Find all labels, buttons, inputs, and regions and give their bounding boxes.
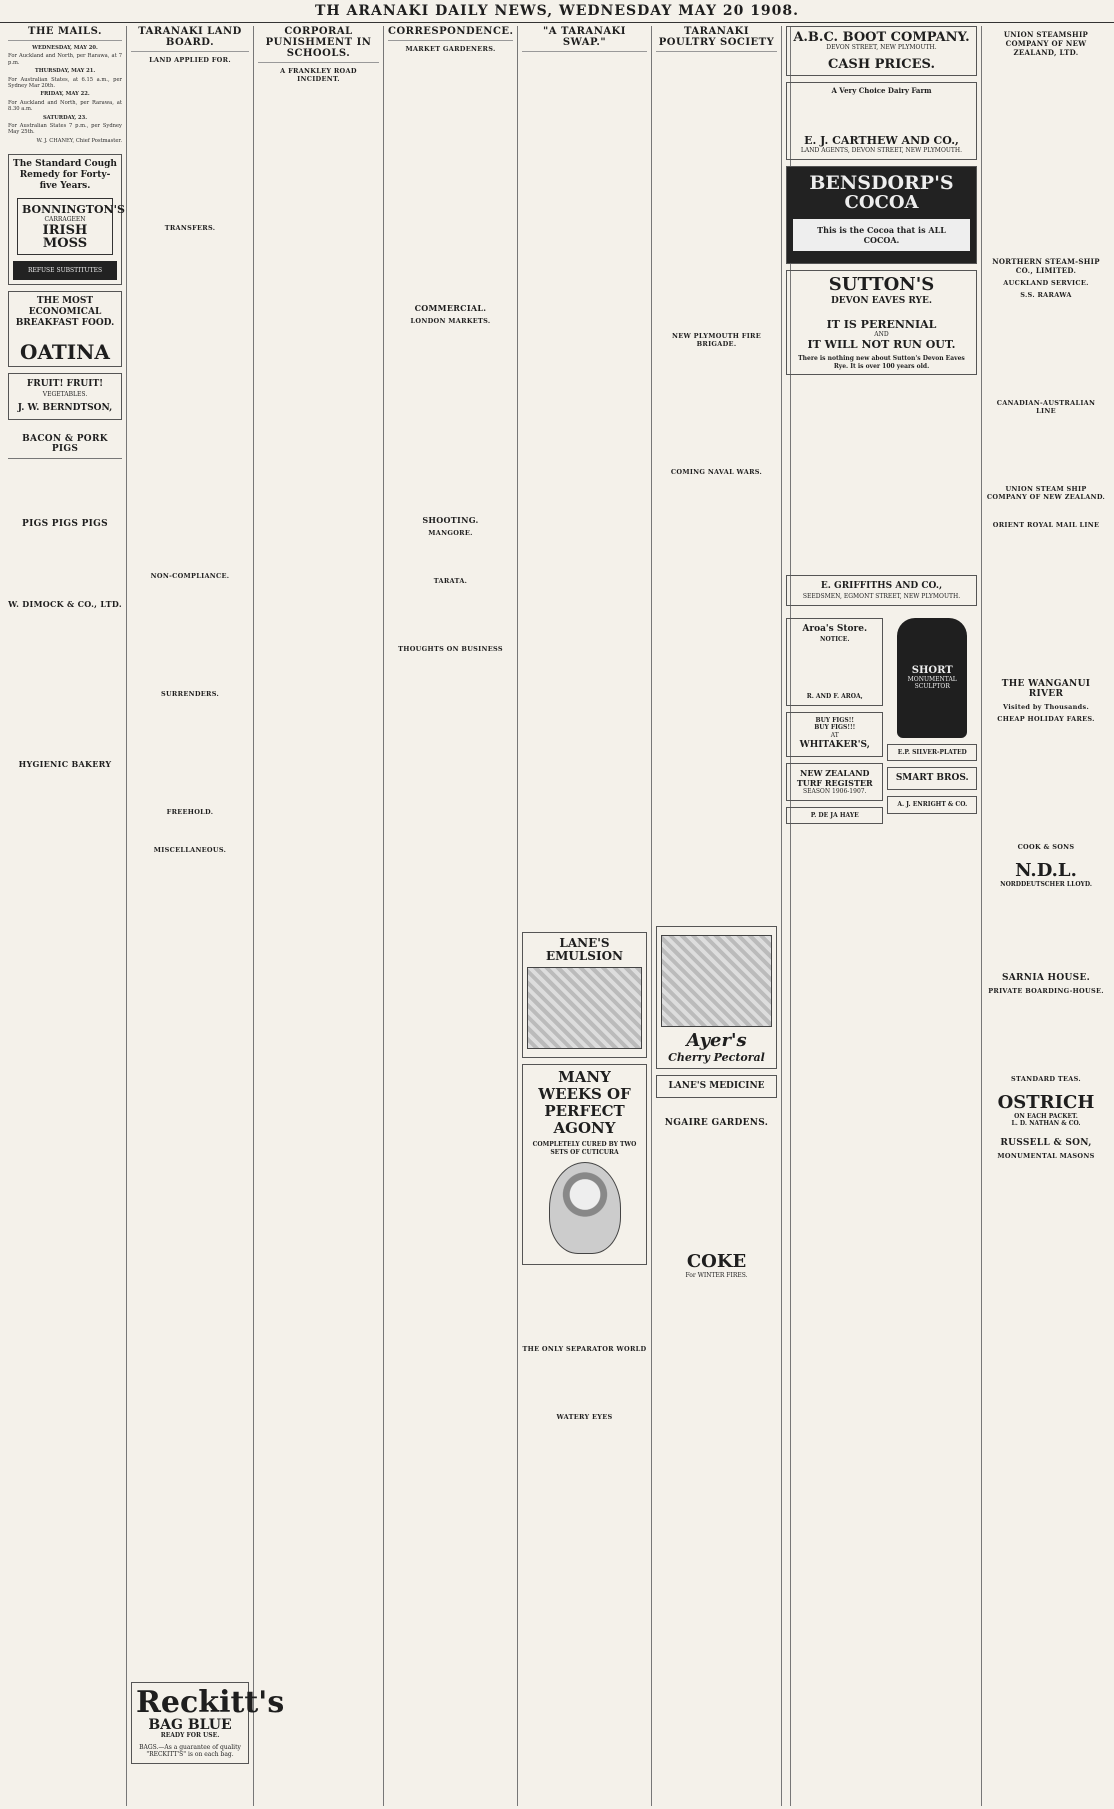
masthead-title: TH ARANAKI DAILY NEWS, WEDNESDAY MAY 20 1908. (314, 3, 800, 19)
ad-suttons-line: IT WILL NOT RUN OUT. (807, 338, 956, 351)
ad-aroa-name: Aroa's Store. (802, 623, 868, 634)
ad-ayer-name: Ayer's (686, 1030, 747, 1051)
lower-ads-row (786, 612, 977, 831)
ad-abc-boot (786, 26, 977, 76)
land-board-section: SURRENDERS. (160, 690, 220, 698)
land-board-section: LAND APPLIED FOR. (149, 56, 231, 64)
ad-ostrich (986, 1089, 1106, 1132)
ad-bensdorp-slogan: This is the Cocoa that is ALL COCOA. (817, 224, 946, 245)
ad-cuticura (522, 1064, 647, 1265)
corporal-subheading: A FRANKLEY ROAD INCIDENT. (280, 67, 357, 83)
ad-enright (887, 796, 977, 814)
ad-hygienic: HYGIENIC BAKERY (18, 759, 112, 770)
commercial-heading: COMMERCIAL. (414, 303, 487, 313)
ad-dejong (786, 807, 883, 825)
market-gardeners-heading: MARKET GARDENERS. (405, 45, 496, 53)
ad-carthew-name: E. J. CARTHEW AND CO., (804, 134, 959, 147)
mangore-heading: MANGORE. (428, 529, 473, 537)
ngaire-heading: NGAIRE GARDENS. (664, 1118, 769, 1128)
ad-figs (786, 712, 883, 758)
ad-figs-name: WHITAKER'S, (799, 740, 870, 750)
northern-heading: NORTHERN STEAM-SHIP CO., LIMITED. (992, 257, 1100, 275)
canadian-heading: CANADIAN-AUSTRALIAN LINE (996, 399, 1096, 415)
rarawa-heading: S.S. RARAWA (1020, 291, 1072, 299)
ad-oatina-name: OATINA (20, 339, 110, 364)
ad-reckitt-note: BAGS.—As a guarantee of quality "RECKITT'S" is on each bag. (139, 1743, 241, 1758)
ad-fruit (8, 373, 122, 421)
ad-coke-name: COKE (686, 1251, 747, 1272)
ad-abc-address: DEVON STREET, NEW PLYMOUTH. (826, 44, 937, 51)
ad-sculptor-title: MONUMENTAL SCULPTOR (907, 676, 957, 690)
land-board-section: NON-COMPLIANCE. (150, 572, 230, 580)
ad-carthew-address: LAND AGENTS, DEVON STREET, NEW PLYMOUTH. (800, 147, 963, 154)
naval-wars-heading: COMING NAVAL WARS. (670, 468, 763, 476)
northern-sub: AUCKLAND SERVICE. (1003, 279, 1089, 287)
mails-line: FRIDAY, MAY 22. (40, 91, 90, 98)
mails-line: For Auckland and North, per Rarawa, at 7 p.m. (8, 53, 122, 66)
ad-bonnington-sub: CARRAGEEN (44, 216, 86, 224)
mails-heading: THE MAILS. (8, 26, 122, 41)
mails-line: For Australian States 7 p.m., per Sydney May 25th. (8, 123, 122, 136)
ad-aroa-sign: R. AND F. AROA, (806, 693, 863, 700)
mails-list (8, 45, 122, 144)
ad-suttons-name: SUTTON'S (828, 273, 935, 295)
sarnia-heading: SARNIA HOUSE. (1001, 972, 1091, 983)
ad-dejong-name: P. DE JA HAYE (810, 811, 859, 819)
divider (8, 458, 122, 459)
bottle-illustration (527, 967, 642, 1049)
ad-bonnington (8, 154, 125, 285)
ad-sculptor (897, 618, 967, 738)
wanganui-heading: THE WANGANUI RIVER (1001, 679, 1091, 699)
ad-reckitt-product: BAG BLUE (148, 1717, 232, 1733)
column-taranaki-swap (518, 26, 652, 1806)
ad-figs-line: BUY FIGS!! (815, 716, 854, 724)
shooting-heading: SHOOTING. (422, 515, 479, 525)
russell-heading: RUSSELL & SON, (1000, 1137, 1092, 1148)
ad-ayer (656, 926, 777, 1069)
ad-reckitt-tagline: READY FOR USE. (160, 1732, 220, 1739)
ad-griffiths (786, 575, 977, 606)
ad-cuticura-headline: MANY WEEKS OF PERFECT AGONY (538, 1068, 631, 1137)
ad-bonnington-product: IRISH MOSS (42, 222, 88, 251)
ad-sculptor-name: SHORT (911, 665, 953, 676)
ad-oatina-text (13, 333, 117, 339)
swap-heading: "A TARANAKI SWAP." (522, 26, 647, 52)
ad-bensdorp-panel (793, 219, 970, 251)
ad-suttons-line: AND (874, 330, 889, 338)
wanganui-sub: Visited by Thousands. (1002, 703, 1090, 711)
watery-eyes-heading: WATERY EYES (556, 1413, 613, 1421)
ad-ndl-name: N.D.L. (1015, 860, 1077, 881)
mails-line: THURSDAY, MAY 21. (34, 68, 96, 75)
ad-figs-line: BUY FIGS!!! (814, 724, 856, 731)
ad-ndl-sub: NORDDEUTSCHER LLOYD. (1000, 881, 1092, 888)
ad-lane-emulsion (522, 932, 647, 1058)
ad-aroa (786, 618, 883, 706)
ad-ndl (986, 857, 1106, 893)
ad-carthew (786, 82, 977, 160)
wanganui-holiday: CHEAP HOLIDAY FARES. (997, 715, 1095, 723)
ad-meat: BACON & PORK PIGS (22, 434, 108, 455)
lower-ads-right (887, 612, 977, 831)
ussco-heading: UNION STEAM SHIP COMPANY OF NEW ZEALAND. (986, 485, 1106, 501)
ad-suttons-note: There is nothing new about Sutton's Devon Eaves Rye. It is over 100 years old. (798, 355, 965, 370)
thoughts-heading: THOUGHTS ON BUSINESS (398, 645, 503, 653)
column-shipping (982, 26, 1110, 1806)
ad-silver-name: E.P. SILVER-PLATED (897, 748, 967, 756)
ad-silver (887, 744, 977, 762)
ad-fruit-sub: VEGETABLES. (42, 390, 88, 398)
ad-fruit-name: J. W. BERNDTSON, (17, 403, 113, 414)
london-markets-heading: LONDON MARKETS. (410, 317, 491, 325)
land-board-section: TRANSFERS. (164, 224, 216, 232)
poultry-heading: TARANAKI POULTRY SOCIETY (656, 26, 777, 52)
correspondence-heading: CORRESPONDENCE. (388, 26, 513, 41)
ad-figs-line: AT (830, 731, 839, 739)
mails-line: SATURDAY, 23. (42, 114, 88, 121)
mails-line: For Auckland and North, per Rarawa, at 8.30 a.m. (8, 99, 122, 113)
ad-bonnington-frame (17, 198, 125, 255)
column-mails (4, 26, 127, 1806)
ad-pigs: PIGS PIGS PIGS (22, 519, 108, 530)
portrait-illustration (549, 1162, 621, 1254)
russell-sub: MONUMENTAL MASONS (997, 1151, 1095, 1160)
column-land-board (127, 26, 285, 1806)
ad-abc-name: A.B.C. BOOT COMPANY. (793, 30, 970, 45)
ad-suttons-line: IT IS PERENNIAL (826, 317, 937, 331)
tarata-heading: TARATA. (433, 577, 468, 585)
ad-enright-name: A. J. ENRIGHT & CO. (897, 801, 968, 808)
ad-dimock: W. DIMOCK & CO., LTD. (8, 599, 122, 610)
ad-lanes-medicine (656, 1075, 777, 1098)
land-board-section: MISCELLANEOUS. (153, 846, 227, 854)
land-board-section: FREEHOLD. (166, 808, 214, 816)
mails-line: WEDNESDAY, MAY 20. (32, 45, 98, 51)
lower-ads-left (786, 612, 883, 831)
ad-ostrich-name: OSTRICH (997, 1091, 1095, 1113)
ad-turf-sub: SEASON 1906-1907. (803, 788, 867, 795)
children-illustration (661, 935, 772, 1027)
ad-ostrich-sub: ON EACH PACKET. (1014, 1112, 1078, 1120)
ad-lane-emulsion-name: LANE'S EMULSION (545, 936, 624, 963)
ad-turf (786, 763, 883, 801)
cook-heading: COOK & SONS (1017, 843, 1075, 851)
ad-ayer-product: Cherry Pectoral (668, 1051, 765, 1064)
standard-teas: STANDARD TEAS. (1011, 1074, 1081, 1083)
ad-bonnington-head: The Standard Cough Remedy for Forty-five Years. (13, 159, 117, 192)
ad-bensdorp (786, 166, 977, 264)
royal-mail-heading: ORIENT ROYAL MAIL LINE (992, 521, 1100, 529)
ad-oatina-head: THE MOST ECONOMICAL BREAKFAST FOOD. (15, 296, 115, 329)
land-board-heading: TARANAKI LAND BOARD. (131, 26, 249, 52)
ad-reckitt (131, 1682, 285, 1764)
union-heading: UNION STEAMSHIP COMPANY OF NEW ZEALAND, LTD. (1003, 30, 1089, 57)
mails-signature: W. J. CHANEY, Chief Postmaster. (36, 137, 122, 144)
column-advertisements (782, 26, 982, 1806)
fire-brigade-heading: NEW PLYMOUTH FIRE BRIGADE. (671, 332, 762, 348)
ad-coke (656, 1248, 777, 1284)
ad-bensdorp-product: COCOA (844, 191, 919, 213)
ad-oatina (8, 291, 122, 366)
ad-griffiths-name: E. GRIFFITHS AND CO., (820, 581, 943, 591)
mails-line: For Australian States, at 6.15 a.m., per Sydney Mar 20th. (8, 76, 122, 90)
sarnia-sub: PRIVATE BOARDING-HOUSE. (988, 986, 1104, 995)
column-corporal-punishment (254, 26, 384, 1806)
ad-bonnington-name: BONNINGTON'S (22, 203, 125, 217)
newspaper-columns (4, 26, 1110, 1806)
ad-aroa-notice: NOTICE. (820, 635, 850, 643)
ad-abc-prices: CASH PRICES. (828, 56, 935, 72)
masthead (0, 0, 1114, 23)
ad-ostrich-agent: L. D. NATHAN & CO. (1011, 1120, 1081, 1127)
ad-suttons (786, 270, 977, 376)
column-poultry-society (652, 26, 782, 1806)
ad-smart (887, 767, 977, 790)
ad-coke-sub: For WINTER FIRES. (685, 1272, 748, 1279)
ad-suttons-product: DEVON EAVES RYE. (831, 295, 932, 306)
ad-reckitt-name: Reckitt's (136, 1685, 285, 1720)
only-separator-heading: THE ONLY SEPARATOR WORLD (522, 1345, 647, 1353)
ad-lanes-medicine-name: LANE'S MEDICINE (668, 1081, 765, 1091)
ad-fruit-head: FRUIT! FRUIT! (26, 378, 104, 389)
ad-cuticura-sub: COMPLETELY CURED BY TWO SETS OF CUTICURA (532, 1141, 637, 1156)
ad-turf-head: NEW ZEALAND TURF REGISTER (796, 768, 873, 788)
corporal-heading: CORPORAL PUNISHMENT IN SCHOOLS. (258, 26, 379, 63)
ad-griffiths-address: SEEDSMEN, EGMONT STREET, NEW PLYMOUTH. (802, 593, 961, 600)
column-correspondence (384, 26, 518, 1806)
ad-bonnington-note: REFUSE SUBSTITUTES (13, 261, 117, 281)
ad-smart-name: SMART BROS. (895, 773, 969, 783)
ad-bensdorp-name: BENSDORP'S (809, 171, 954, 194)
ad-carthew-head: A Very Choice Dairy Farm (831, 85, 932, 95)
